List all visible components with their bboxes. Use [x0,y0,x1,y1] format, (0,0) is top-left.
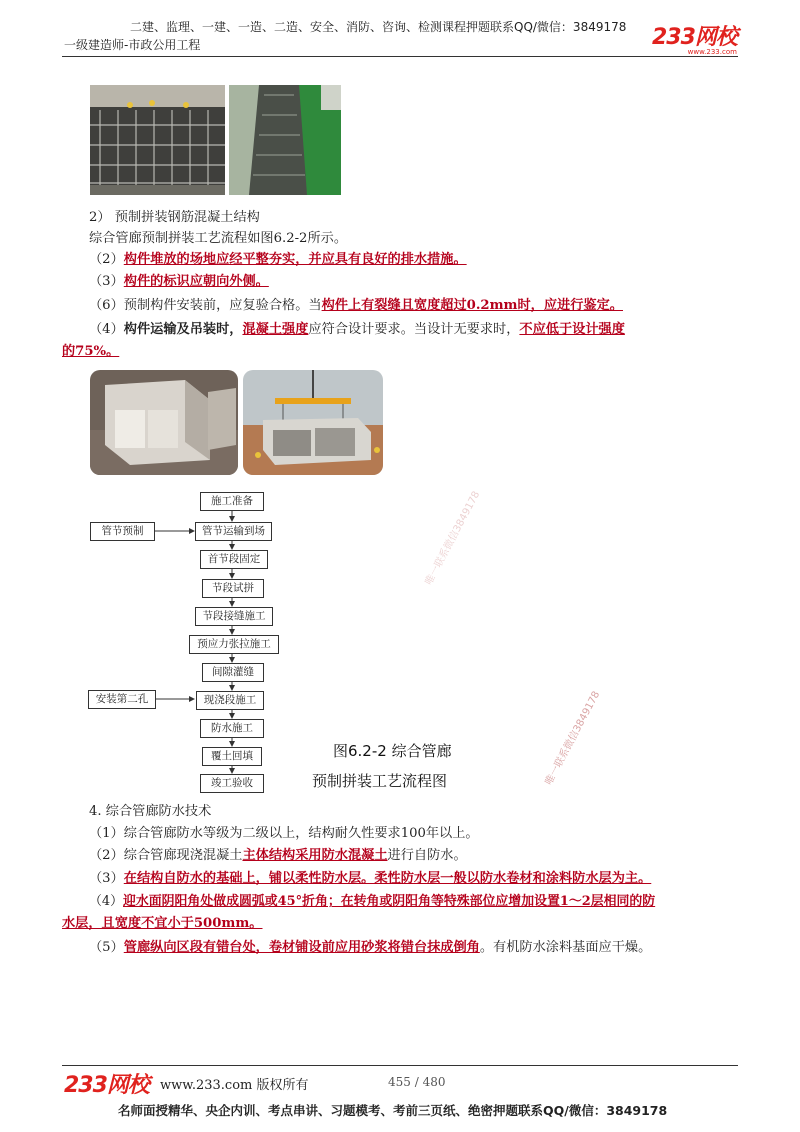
footer-copyright: www.233.com 版权所有 [160,1078,309,1093]
p4-emphasis: 迎水面阴阳角处做成圆弧或45°折角；在转角或阴阳角等特殊部位应增加设置1～2层相同的防 [122,894,656,909]
p5-emphasis: 管廊纵向区段有错台处，卷材铺设前应用砂浆将错台抹成倒角 [123,940,480,955]
item-prefix: （2） [89,252,124,267]
flow-step-prestress-tension: 预应力张拉施工 [189,635,279,654]
footer-logo: 233网校 [64,1073,149,1098]
item-emphasis-cont: 的75%。 [62,344,120,359]
figure-caption-line2: 预制拼装工艺流程图 [312,772,448,790]
item-emphasis: 混凝土强度 [242,322,309,337]
item-emphasis: 构件堆放的场地应经平整夯实，并应具有良好的排水措施。 [123,252,467,267]
section4-p4-cont [62,914,263,933]
figure-caption-line1: 图6.2-2 综合管廊 [333,742,452,760]
header-logo-text: 233网校 [652,25,737,50]
flow-step-construction-prep: 施工准备 [200,492,264,511]
header-logo-url: www.233.com [687,48,737,56]
flow-step-trial-assembly: 节段试拼 [202,579,264,598]
item-bold-text: 构件运输及吊装时， [123,322,243,337]
header-courses-line: 二建、监理、一建、一造、二造、安全、消防、咨询、检测课程押题联系QQ/微信：3849178 [130,20,627,34]
section-intro: 综合管廊预制拼装工艺流程如图6.2-2所示。 [89,231,348,246]
section4-p2 [89,846,467,865]
section-heading-precast: 2） 预制拼装钢筋混凝土结构 [89,210,260,225]
footer-rule [62,1065,738,1066]
p5-suffix: 。有机防水涂料基面应干燥。 [479,940,652,955]
item-emphasis: 构件的标识应朝向外侧。 [123,274,269,289]
p2-prefix: （2）综合管廊现浇混凝土 [89,848,243,863]
section4-p5 [89,938,651,957]
flow-input-segment-prefab: 管节预制 [90,522,155,541]
item-prefix: （3） [89,274,124,289]
flow-step-completion-acceptance: 竣工验收 [200,774,264,793]
flow-step-segment-delivery: 管节运输到场 [195,522,272,541]
header-subject: 一级建造师-市政公用工程 [64,38,201,52]
section4-heading: 4. 综合管廊防水技术 [89,804,212,819]
p2-suffix: 进行自防水。 [387,848,467,863]
flow-input-second-bore: 安装第二孔 [88,690,156,709]
item-emphasis-2: 不应低于设计强度 [519,322,625,337]
p3-prefix: （3） [89,871,124,886]
page-number: 455 / 480 [388,1075,446,1089]
p2-emphasis: 主体结构采用防水混凝土 [242,848,388,863]
p5-prefix: （5） [89,940,124,955]
flow-step-gap-grouting: 间隙灌缝 [202,663,264,682]
watermark-faint: 唯一联系微信3849178 [423,489,483,588]
item-prefix: （4） [89,322,124,337]
footer-services-line: 名师面授精华、央企内训、考点串讲、习题模考、考前三页纸、绝密押题联系QQ/微信：3849178 [118,1103,668,1118]
item-emphasis: 构件上有裂缝且宽度超过0.2mm时，应进行鉴定。 [321,298,623,313]
section4-p3 [89,869,651,888]
p4-emphasis-cont: 水层，且宽度不宜小于500mm。 [62,916,263,931]
p4-prefix: （4） [89,894,123,909]
flow-step-first-segment-fix: 首节段固定 [200,550,268,569]
watermark: 唯一联系微信3849178 [543,689,603,788]
flow-step-cast-section: 现浇段施工 [196,691,264,710]
section4-p4 [89,892,655,911]
item-prefix: （6）预制构件安装前，应复验合格。当 [89,298,322,313]
flow-step-waterproofing: 防水施工 [200,719,264,738]
flow-step-joint-construction: 节段接缝施工 [195,607,273,626]
p3-emphasis: 在结构自防水的基础上，铺以柔性防水层。柔性防水层一般以防水卷材和涂料防水层为主。 [123,871,652,886]
flow-step-backfill: 覆土回填 [202,747,262,766]
section4-p1: （1）综合管廊防水等级为二级以上，结构耐久性要求100年以上。 [89,826,479,841]
item-mid-text: 应符合设计要求。当设计无要求时， [308,322,520,337]
